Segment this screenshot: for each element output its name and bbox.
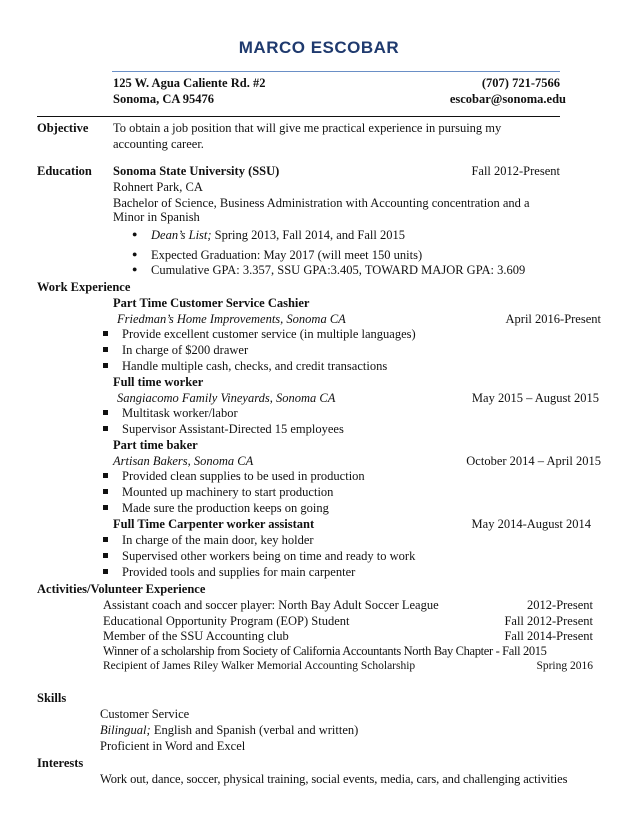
degree-line-1: Bachelor of Science, Business Administration with Accounting concentration and a: [113, 196, 530, 210]
gpa-line: Cumulative GPA: 3.357, SSU GPA:3.405, TOWARD MAJOR GPA: 3.609: [151, 263, 526, 277]
activities-heading: Activities/Volunteer Experience: [37, 582, 206, 596]
job-employer: Artisan Bakers, Sonoma CA: [113, 454, 254, 468]
school-location: Rohnert Park, CA: [113, 180, 203, 194]
email-address: escobar@sonoma.edu: [449, 92, 566, 106]
activity-item: Member of the SSU Accounting club: [103, 629, 289, 643]
activity-item: Recipient of James Riley Walker Memorial Accounting Scholarship: [103, 660, 416, 672]
bullet-square-icon: [103, 347, 108, 352]
job-bullet: Provided tools and supplies for main carpenter: [122, 565, 356, 579]
skill-item: [100, 722, 358, 738]
bullet-square-icon: [103, 537, 108, 542]
bullet-square-icon: [103, 331, 108, 336]
expected-graduation: Expected Graduation: May 2017 (will meet 150 units): [151, 248, 423, 262]
job-employer: Sangiacomo Family Vineyards, Sonoma CA: [117, 391, 336, 405]
deans-list-label: Dean’s List;: [151, 228, 212, 242]
job-bullet: Supervisor Assistant-Directed 15 employees: [122, 422, 344, 436]
activity-date: Fall 2012-Present: [504, 614, 593, 628]
job-bullet: Provide excellent customer service (in multiple languages): [122, 327, 416, 341]
bullet-square-icon: [103, 410, 108, 415]
job-title: Full Time Carpenter worker assistant: [113, 517, 315, 531]
education-heading: Education: [37, 164, 92, 178]
bilingual-detail: English and Spanish (verbal and written): [150, 723, 359, 737]
deans-list: [151, 227, 405, 243]
job-title: Full time worker: [113, 375, 204, 389]
bullet-square-icon: [103, 569, 108, 574]
phone-number: (707) 721-7566: [481, 76, 560, 90]
deans-list-terms: Spring 2013, Fall 2014, and Fall 2015: [211, 228, 405, 242]
bullet-square-icon: [103, 553, 108, 558]
job-bullet: Multitask worker/labor: [122, 406, 238, 420]
section-divider: [37, 116, 560, 117]
bullet-square-icon: [103, 363, 108, 368]
job-employer: Friedman’s Home Improvements, Sonoma CA: [117, 312, 346, 326]
school-name: Sonoma State University (SSU): [113, 164, 280, 178]
job-title: Part time baker: [113, 438, 198, 452]
header-divider: [112, 71, 560, 72]
address-line-2: Sonoma, CA 95476: [113, 92, 215, 106]
job-dates: April 2016-Present: [505, 312, 601, 326]
job-bullet: Mounted up machinery to start production: [122, 485, 334, 499]
activity-item: Educational Opportunity Program (EOP) Student: [103, 614, 350, 628]
job-bullet: In charge of the main door, key holder: [122, 533, 314, 547]
skill-item: Proficient in Word and Excel: [100, 739, 246, 753]
activity-date: Spring 2016: [536, 660, 593, 672]
bullet-square-icon: [103, 426, 108, 431]
activity-item: Winner of a scholarship from Society of California Accountants North Bay Chapter - Fall 2015: [103, 644, 547, 658]
bullet-dot-icon: ●: [132, 229, 138, 239]
work-experience-heading: Work Experience: [37, 280, 131, 294]
job-bullet: In charge of $200 drawer: [122, 343, 249, 357]
activity-date: Fall 2014-Present: [504, 629, 593, 643]
address-line-1: 125 W. Agua Caliente Rd. #2: [113, 76, 266, 90]
job-bullet: Handle multiple cash, checks, and credit transactions: [122, 359, 388, 373]
bullet-dot-icon: ●: [132, 264, 138, 274]
degree-line-2: Minor in Spanish: [113, 210, 200, 224]
objective-line-2: accounting career.: [113, 137, 204, 151]
job-dates: October 2014 – April 2015: [466, 454, 601, 468]
skill-item: Customer Service: [100, 707, 190, 721]
interests-heading: Interests: [37, 756, 84, 770]
job-dates: May 2015 – August 2015: [471, 391, 599, 405]
bullet-square-icon: [103, 505, 108, 510]
job-bullet: Made sure the production keeps on going: [122, 501, 329, 515]
interests-text: Work out, dance, soccer, physical training, social events, media, cars, and challenging activities: [100, 772, 568, 786]
job-title: Part Time Customer Service Cashier: [113, 296, 310, 310]
bullet-dot-icon: ●: [132, 249, 138, 259]
bilingual-label: Bilingual;: [100, 723, 151, 737]
activity-date: 2012-Present: [527, 598, 593, 612]
job-bullet: Supervised other workers being on time and ready to work: [122, 549, 416, 563]
bullet-square-icon: [103, 473, 108, 478]
objective-heading: Objective: [37, 121, 89, 135]
job-bullet: Provided clean supplies to be used in production: [122, 469, 365, 483]
resume-name: MARCO ESCOBAR: [238, 38, 400, 57]
job-dates: May 2014-August 2014: [471, 517, 591, 531]
objective-line-1: To obtain a job position that will give me practical experience in pursuing my: [113, 121, 502, 135]
skills-heading: Skills: [37, 691, 67, 705]
bullet-square-icon: [103, 489, 108, 494]
education-dates: Fall 2012-Present: [471, 164, 560, 178]
activity-item: Assistant coach and soccer player: North Bay Adult Soccer League: [103, 598, 439, 612]
